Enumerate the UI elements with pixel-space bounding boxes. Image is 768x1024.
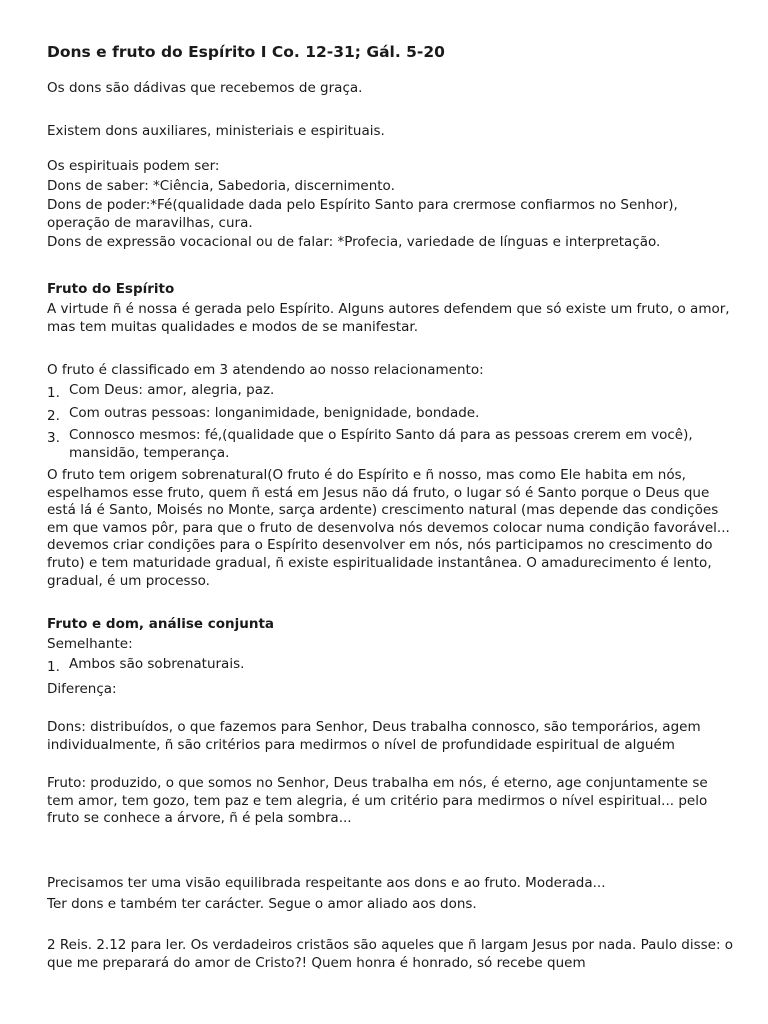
dons-de-expressao: Dons de expressão vocacional ou de falar: *Profecia, variedade de línguas e interpretação. xyxy=(47,234,661,251)
intro-paragraph-2: Existem dons auxiliares, ministeriais e espirituais. xyxy=(47,123,385,139)
fruto-comparison-paragraph: Fruto: produzido, o que somos no Senhor, Deus trabalha em nós, é eterno, age conjuntamente se tem amor, tem gozo, tem paz e tem alegria, é um critério para medirmos o nível espiritual... pelo fruto se conhece a árvore, ñ é pela sombra... xyxy=(47,775,708,827)
intro-paragraph-1: Os dons são dádivas que recebemos de graça. xyxy=(47,80,363,96)
fruto-paragraph-3: O fruto tem origem sobrenatural(O fruto é do Espírito e ñ nosso, mas como Ele habita em nós, espelhamos esse fruto, quem ñ está em Jesus não dá fruto, o lugar só é Santo porque o Deus que está lá é Santo, Moisés no Monte, sarça ardente) crescimento natural (mas depende das condições em que vamos pôr, para que o fruto de desenvolva nós devemos colocar numa condição favorável... devemos criar condições para o Espírito desenvolver em nós, nós participamos no crescimento do fruto) e tem maturidade gradual, ñ existe espiritualidade instantânea. O amadurecimento é lento, gradual, é um processo. xyxy=(47,467,730,589)
list-item xyxy=(47,405,737,423)
list-text: Com Deus: amor, alegria, paz. xyxy=(69,382,275,398)
list-number: 1. xyxy=(47,385,60,401)
dons-de-saber: Dons de saber: *Ciência, Sabedoria, discernimento. xyxy=(47,177,395,194)
conclusao-paragraph-2: Ter dons e também ter carácter. Segue o amor aliado aos dons. xyxy=(47,896,477,912)
list-number: 1. xyxy=(47,659,60,675)
list-item xyxy=(47,382,737,400)
document-title: Dons e fruto do Espírito I Co. 12-31; Gál. 5-20 xyxy=(47,43,445,61)
list-text: Com outras pessoas: longanimidade, benignidade, bondade. xyxy=(69,404,480,421)
list-item xyxy=(47,656,737,674)
list-item xyxy=(47,427,737,462)
analise-heading: Fruto e dom, análise conjunta xyxy=(47,616,275,632)
list-number: 3. xyxy=(47,430,60,447)
semelhante-list xyxy=(47,656,737,674)
dons-paragraph: Dons: distribuídos, o que fazemos para Senhor, Deus trabalha connosco, são temporários, agem individualmente, ñ são critérios para medirmos o nível de profundidade espiritual de alguém xyxy=(47,719,701,753)
fruto-heading: Fruto do Espírito xyxy=(47,281,175,297)
conclusao-paragraph-1: Precisamos ter uma visão equilibrada respeitante aos dons e ao fruto. Moderada... xyxy=(47,875,606,891)
final-paragraph: 2 Reis. 2.12 para ler. Os verdadeiros cristãos são aqueles que ñ largam Jesus por nada. Paulo disse: o que me preparará do amor de Cristo?! Quem honra é honrado, só recebe quem xyxy=(47,937,734,971)
list-text: Connosco mesmos: fé,(qualidade que o Espírito Santo dá para as pessoas crerem em você), mansidão, temperança. xyxy=(69,427,693,461)
diferenca-label: Diferença: xyxy=(47,681,117,697)
fruto-paragraph-2: O fruto é classificado em 3 atendendo ao nosso relacionamento: xyxy=(47,362,484,378)
list-number: 2. xyxy=(47,407,60,424)
semelhante-label: Semelhante: xyxy=(47,636,133,652)
espirituais-section xyxy=(47,158,737,252)
fruto-paragraph-1: A virtude ñ é nossa é gerada pelo Espírito. Alguns autores defendem que só existe um fruto, o amor, mas tem muitas qualidades e modos de se manifestar. xyxy=(47,301,730,335)
dons-de-poder: Dons de poder:*Fé(qualidade dada pelo Espírito Santo para crermose confiarmos no Senhor), operação de maravilhas, cura. xyxy=(47,197,678,231)
fruto-classification-list xyxy=(47,382,737,462)
list-text: Ambos são sobrenaturais. xyxy=(69,656,245,672)
espirituais-intro: Os espirituais podem ser: xyxy=(47,158,220,174)
